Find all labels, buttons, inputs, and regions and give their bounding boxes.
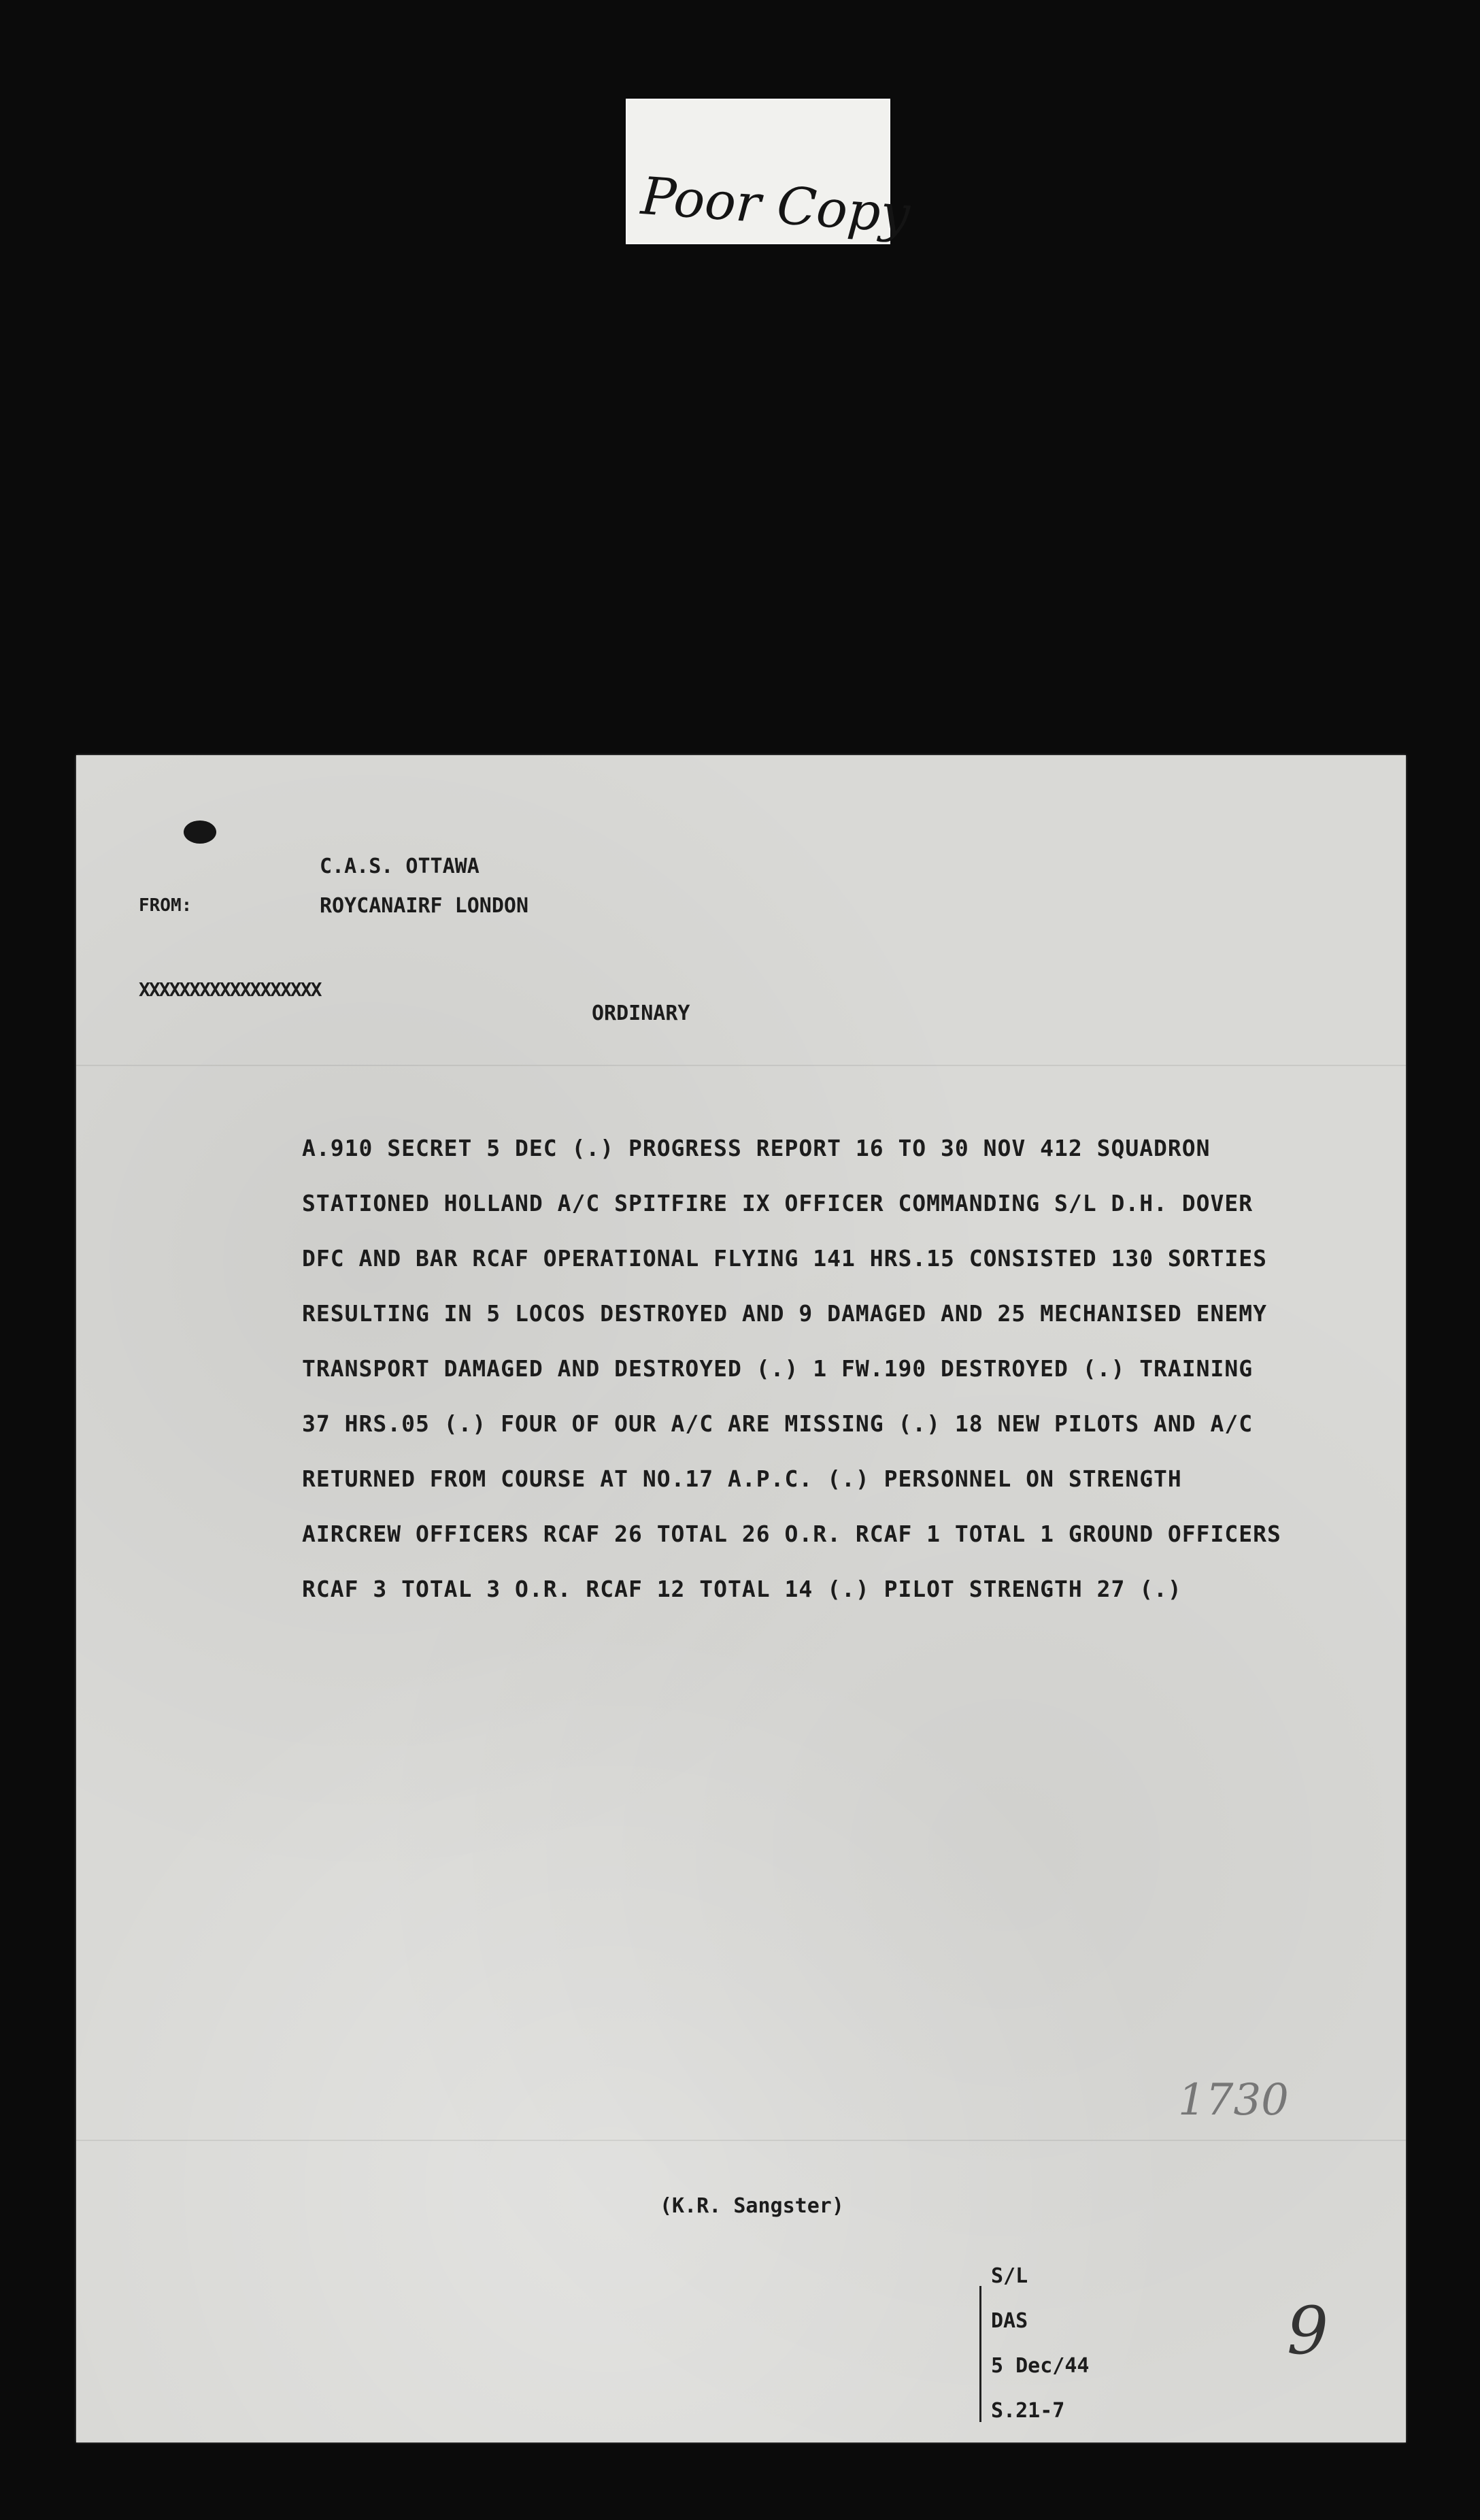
corner-mark: 9 [1287, 2293, 1329, 2369]
crossed-out-line: XXXXXXXXXXXXXXXXXX [139, 978, 321, 1001]
message-line: RESULTING IN 5 LOCOS DESTROYED AND 9 DAMAGED AND 25 MECHANISED ENEMY [302, 1300, 1268, 1327]
message-line: RETURNED FROM COURSE AT NO.17 A.P.C. (.) PERSONNEL ON STRENGTH [302, 1465, 1182, 1492]
priority: ORDINARY [592, 1001, 690, 1025]
signature-block: (K.R. Sangster) [660, 2194, 844, 2218]
fold-line [76, 2140, 1406, 2141]
poor-copy-text: Poor Copy [639, 165, 912, 245]
footer-file: S.21-7 [991, 2399, 1065, 2423]
message-line: RCAF 3 TOTAL 3 O.R. RCAF 12 TOTAL 14 (.) PILOT STRENGTH 27 (.) [302, 1576, 1182, 1602]
footer-initials: DAS [991, 2309, 1028, 2333]
fold-line [76, 1065, 1406, 1066]
telegram-sheet [76, 755, 1406, 2442]
message-line: DFC AND BAR RCAF OPERATIONAL FLYING 141 HRS.15 CONSISTED 130 SORTIES [302, 1245, 1268, 1272]
poor-copy-note [626, 99, 912, 245]
footer-rule [979, 2286, 981, 2422]
from-label: FROM: [139, 895, 192, 916]
ink-blot [184, 820, 216, 844]
footer-date: 5 Dec/44 [991, 2354, 1090, 2378]
from-address: ROYCANAIRF LONDON [320, 894, 529, 918]
message-line: STATIONED HOLLAND A/C SPITFIRE IX OFFICER COMMANDING S/L D.H. DOVER [302, 1190, 1254, 1216]
message-line: A.910 SECRET 5 DEC (.) PROGRESS REPORT 16 TO 30 NOV 412 SQUADRON [302, 1135, 1211, 1161]
to-address: C.A.S. OTTAWA [320, 855, 480, 878]
message-line: AIRCREW OFFICERS RCAF 26 TOTAL 26 O.R. RCAF 1 TOTAL 1 GROUND OFFICERS [302, 1521, 1281, 1547]
message-line: 37 HRS.05 (.) FOUR OF OUR A/C ARE MISSING (.) 18 NEW PILOTS AND A/C [302, 1410, 1254, 1437]
handwritten-number: 1730 [1178, 2075, 1289, 2125]
footer-rank: S/L [991, 2264, 1028, 2288]
message-line: TRANSPORT DAMAGED AND DESTROYED (.) 1 FW.190 DESTROYED (.) TRAINING [302, 1355, 1254, 1382]
